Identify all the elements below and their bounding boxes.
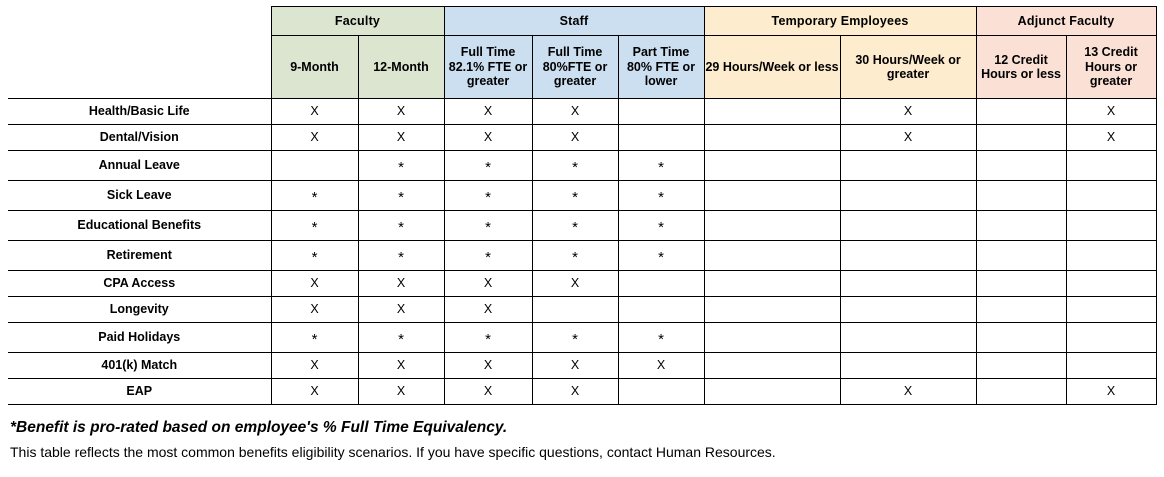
table-cell: X <box>358 125 444 151</box>
row-label: Educational Benefits <box>8 211 271 241</box>
table-row <box>8 211 1156 241</box>
table-cell <box>704 211 840 241</box>
table-cell <box>840 297 976 323</box>
table-cell: X <box>444 125 532 151</box>
table-cell: * <box>358 241 444 271</box>
row-label: CPA Access <box>8 271 271 297</box>
table-cell <box>840 241 976 271</box>
table-cell: * <box>444 181 532 211</box>
table-cell <box>704 353 840 379</box>
column-header-full-time-82-fte: Full Time 82.1% FTE or greater <box>444 36 532 99</box>
table-cell: X <box>1066 125 1156 151</box>
table-cell <box>704 379 840 405</box>
table-cell <box>976 151 1066 181</box>
table-cell: X <box>444 271 532 297</box>
column-header-12-month: 12-Month <box>358 36 444 99</box>
table-cell <box>618 271 704 297</box>
table-corner-cell <box>8 7 271 36</box>
table-cell: X <box>618 353 704 379</box>
table-cell: * <box>271 323 358 353</box>
table-row <box>8 151 1156 181</box>
table-cell: X <box>271 125 358 151</box>
table-cell: * <box>444 151 532 181</box>
table-cell: * <box>444 241 532 271</box>
table-cell: * <box>358 323 444 353</box>
table-cell: * <box>358 211 444 241</box>
table-body <box>8 99 1156 405</box>
column-header-30-hours-or-greater: 30 Hours/Week or greater <box>840 36 976 99</box>
column-header-13-credit-hours-or-greater: 13 Credit Hours or greater <box>1066 36 1156 99</box>
table-cell: X <box>532 379 618 405</box>
table-cell <box>1066 151 1156 181</box>
group-header-row <box>8 7 1156 36</box>
row-label: Sick Leave <box>8 181 271 211</box>
column-header-12-credit-hours-or-less: 12 Credit Hours or less <box>976 36 1066 99</box>
table-cell <box>704 99 840 125</box>
table-cell <box>840 151 976 181</box>
table-cell: * <box>618 323 704 353</box>
table-cell: * <box>618 181 704 211</box>
footnote-text: *Benefit is pro-rated based on employee's % Full Time Equivalency. <box>10 419 508 436</box>
table-row <box>8 125 1156 151</box>
table-cell: * <box>532 151 618 181</box>
notes-section <box>10 419 1154 460</box>
table-cell: X <box>1066 379 1156 405</box>
table-cell <box>1066 353 1156 379</box>
table-cell: X <box>358 379 444 405</box>
table-row <box>8 241 1156 271</box>
table-cell <box>618 125 704 151</box>
table-cell: X <box>532 99 618 125</box>
table-cell: X <box>840 99 976 125</box>
group-header-faculty: Faculty <box>271 7 444 36</box>
table-cell: X <box>1066 99 1156 125</box>
table-cell <box>840 353 976 379</box>
table-cell: X <box>358 271 444 297</box>
table-cell: X <box>532 271 618 297</box>
row-label: Paid Holidays <box>8 323 271 353</box>
table-row <box>8 353 1156 379</box>
table-cell: X <box>271 379 358 405</box>
table-cell <box>840 181 976 211</box>
table-cell: * <box>532 211 618 241</box>
table-row <box>8 323 1156 353</box>
disclaimer-text: This table reflects the most common benefits eligibility scenarios. If you have specific questions, contact Human Resources. <box>10 444 776 460</box>
column-header-29-hours-or-less: 29 Hours/Week or less <box>704 36 840 99</box>
table-cell <box>976 353 1066 379</box>
group-header-adjunct-faculty: Adjunct Faculty <box>976 7 1156 36</box>
table-row <box>8 379 1156 405</box>
table-cell <box>976 181 1066 211</box>
table-cell <box>618 297 704 323</box>
table-cell: X <box>271 353 358 379</box>
row-label: Longevity <box>8 297 271 323</box>
row-label: EAP <box>8 379 271 405</box>
table-cell <box>1066 211 1156 241</box>
table-cell: X <box>840 379 976 405</box>
table-cell: X <box>444 297 532 323</box>
table-cell <box>704 271 840 297</box>
table-cell <box>976 323 1066 353</box>
table-cell: X <box>532 125 618 151</box>
table-cell <box>704 297 840 323</box>
table-cell: * <box>358 181 444 211</box>
table-cell <box>704 241 840 271</box>
table-cell: X <box>271 271 358 297</box>
table-cell: X <box>358 297 444 323</box>
table-row <box>8 297 1156 323</box>
group-header-staff: Staff <box>444 7 704 36</box>
table-cell <box>618 99 704 125</box>
table-cell <box>704 181 840 211</box>
table-cell <box>976 241 1066 271</box>
table-cell: * <box>618 241 704 271</box>
table-cell <box>840 211 976 241</box>
table-cell <box>1066 181 1156 211</box>
table-cell: * <box>271 241 358 271</box>
table-cell: * <box>532 241 618 271</box>
column-header-row <box>8 36 1156 99</box>
table-cell: * <box>358 151 444 181</box>
table-cell: X <box>358 99 444 125</box>
table-cell <box>976 211 1066 241</box>
row-label: 401(k) Match <box>8 353 271 379</box>
table-cell <box>976 99 1066 125</box>
table-cell <box>704 125 840 151</box>
table-cell <box>976 125 1066 151</box>
row-label: Health/Basic Life <box>8 99 271 125</box>
table-cell <box>976 297 1066 323</box>
table-row <box>8 99 1156 125</box>
column-header-9-month: 9-Month <box>271 36 358 99</box>
table-cell: * <box>444 211 532 241</box>
table-cell: * <box>532 181 618 211</box>
benefits-eligibility-table <box>8 6 1157 405</box>
table-cell: X <box>444 379 532 405</box>
table-cell: X <box>358 353 444 379</box>
table-corner-cell-2 <box>8 36 271 99</box>
table-row <box>8 271 1156 297</box>
table-cell <box>1066 271 1156 297</box>
table-cell: X <box>444 353 532 379</box>
column-header-part-time-80-fte: Part Time 80% FTE or lower <box>618 36 704 99</box>
row-label: Retirement <box>8 241 271 271</box>
table-cell <box>1066 323 1156 353</box>
table-cell: * <box>618 211 704 241</box>
row-label: Dental/Vision <box>8 125 271 151</box>
table-cell: X <box>444 99 532 125</box>
table-cell <box>840 271 976 297</box>
row-label: Annual Leave <box>8 151 271 181</box>
table-cell <box>271 151 358 181</box>
table-cell <box>704 323 840 353</box>
table-cell <box>532 297 618 323</box>
table-cell <box>618 379 704 405</box>
table-cell <box>704 151 840 181</box>
table-cell <box>1066 297 1156 323</box>
table-row <box>8 181 1156 211</box>
table-cell: * <box>271 181 358 211</box>
table-cell: * <box>444 323 532 353</box>
table-cell: X <box>271 297 358 323</box>
table-cell <box>1066 241 1156 271</box>
table-cell: * <box>271 211 358 241</box>
table-cell: * <box>618 151 704 181</box>
table-cell: X <box>840 125 976 151</box>
column-header-full-time-80-fte: Full Time 80%FTE or greater <box>532 36 618 99</box>
table-cell <box>976 379 1066 405</box>
group-header-temporary-employees: Temporary Employees <box>704 7 976 36</box>
table-cell: X <box>271 99 358 125</box>
table-cell <box>840 323 976 353</box>
table-cell: * <box>532 323 618 353</box>
table-cell: X <box>532 353 618 379</box>
table-cell <box>976 271 1066 297</box>
